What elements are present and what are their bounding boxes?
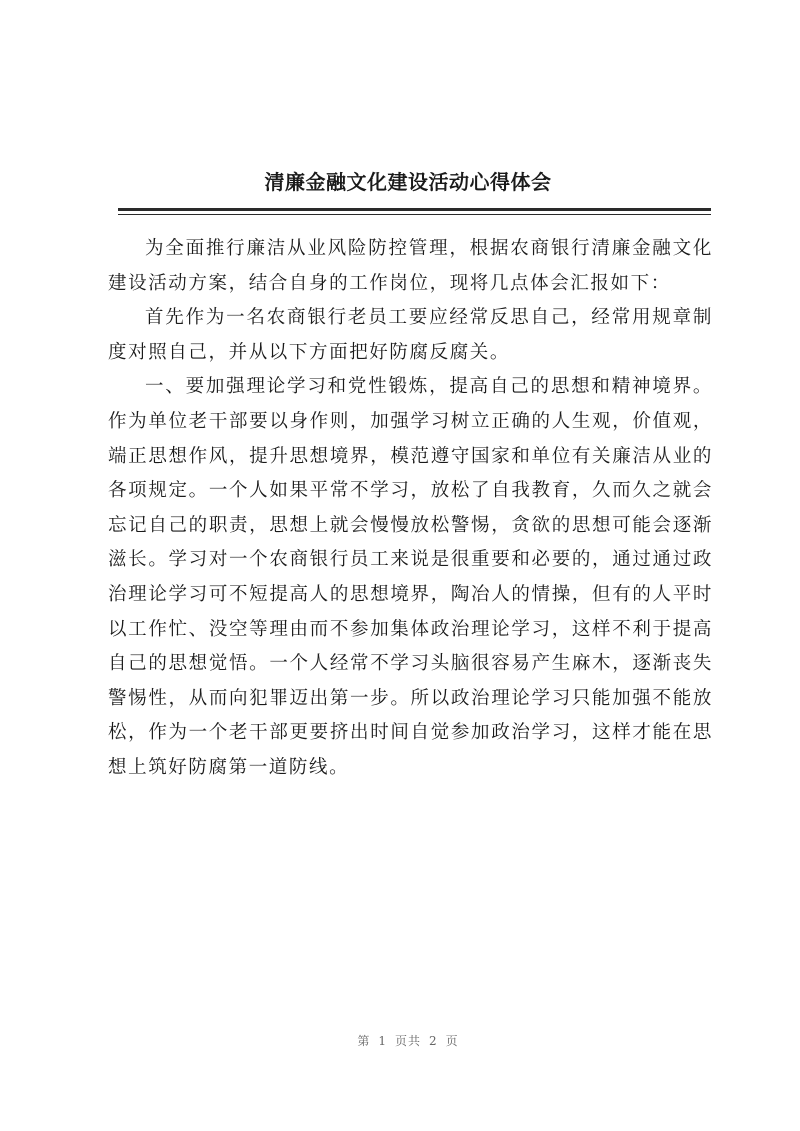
- page-footer: [0, 1032, 800, 1049]
- title-divider-thin: [118, 214, 711, 215]
- document-body: [108, 232, 713, 786]
- paragraph-point-one: 一、要加强理论学习和党性锻炼，提高自己的思想和精神境界。作为单位老干部要以身作则，加强学习树立正确的人生观，价值观，端正思想作风，提升思想境界，模范遵守国家和单位有关廉洁从业的各项规定。一个人如果平常不学习，放松了自我教育，久而久之就会忘记自己的职责，思想上就会慢慢放松警惕，贪欲的思想可能会逐渐滋长。学习对一个农商银行员工来说是很重要和必要的，通过通过政治理论学习可不短提高人的思想境界，陶冶人的情操，但有的人平时以工作忙、没空等理由而不参加集体政治理论学习，这样不利于提高自己的思想觉悟。一个人经常不学习头脑很容易产生麻木，逐渐丧失警惕性，从而向犯罪迈出第一步。所以政治理论学习只能加强不能放松，作为一个老干部更要挤出时间自觉参加政治学习，这样才能在思想上筑好防腐第一道防线。: [108, 376, 713, 778]
- paragraph-intro: 为全面推行廉洁从业风险防控管理，根据农商银行清廉金融文化建设活动方案，结合自身的工作岗位，现将几点体会汇报如下：: [108, 238, 713, 294]
- title-divider-thick: [118, 208, 711, 211]
- footer-suffix: 页: [445, 1034, 459, 1048]
- footer-current-page: 1: [378, 1034, 387, 1048]
- footer-middle: 页共: [394, 1034, 421, 1048]
- document-title: 清廉金融文化建设活动心得体会: [264, 170, 552, 194]
- footer-total-pages: 2: [429, 1034, 438, 1048]
- footer-prefix: 第: [357, 1034, 371, 1048]
- paragraph-reflection: 首先作为一名农商银行老员工要应经常反思自己，经常用规章制度对照自己，并从以下方面把好防腐反腐关。: [108, 307, 713, 363]
